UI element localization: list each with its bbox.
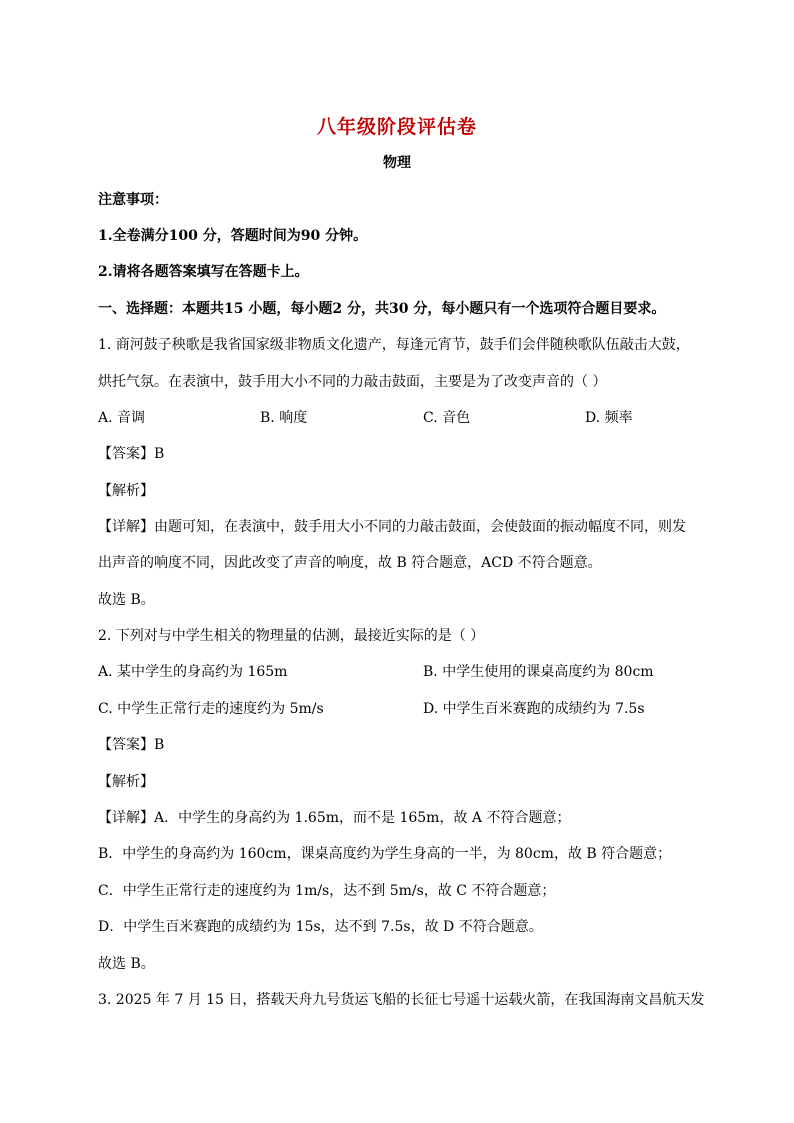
q2-conclusion: 故选 B。: [98, 956, 155, 972]
notice-item-2: 2.请将各题答案填写在答题卡上。: [98, 264, 309, 280]
section-heading: 一、选择题：本题共15 小题，每小题2 分，共30 分，每小题只有一个选项符合题目要求。: [98, 301, 666, 317]
q2-detail-a: 【详解】A．中学生的身高约为 1.65m，而不是 165m，故 A 不符合题意；: [98, 810, 571, 826]
q1-option-d: D. 频率: [585, 410, 633, 426]
q1-conclusion: 故选 B。: [98, 592, 155, 608]
q2-detail-d: D．中学生百米赛跑的成绩约为 15s，达不到 7.5s，故 D 不符合题意。: [98, 919, 543, 935]
q1-option-a: A. 音调: [98, 410, 146, 426]
q2-option-c: C. 中学生正常行走的速度约为 5m/s: [98, 701, 324, 717]
q2-option-b: B. 中学生使用的课桌高度约为 80cm: [423, 664, 654, 680]
q1-detail-line-2: 出声音的响度不同，因此改变了声音的响度，故 B 符合题意，ACD 不符合题意。: [98, 555, 602, 571]
q1-option-c: C. 音色: [423, 410, 471, 426]
q2-option-a: A. 某中学生的身高约为 165m: [98, 664, 288, 680]
q1-analysis-label: 【解析】: [98, 483, 154, 499]
q2-detail-c: C．中学生正常行走的速度约为 1m/s，达不到 5m/s，故 C 不符合题意；: [98, 883, 556, 899]
q2-answer: 【答案】B: [98, 737, 165, 753]
q1-stem-line-1: 1. 商河鼓子秧歌是我省国家级非物质文化遗产，每逢元宵节，鼓手们会伴随秧歌队伍敲击大鼓，: [98, 337, 690, 353]
notice-heading: 注意事项：: [98, 192, 168, 208]
q3-stem-line-1: 3. 2025 年 7 月 15 日，搭载天舟九号货运飞船的长征七号遥十运载火箭，在我国海南文昌航天发: [98, 992, 705, 1008]
q2-analysis-label: 【解析】: [98, 774, 154, 790]
q2-detail-b: B．中学生的身高约为 160cm，课桌高度约为学生身高的一半，为 80cm，故 B 符合题意；: [98, 846, 672, 862]
q1-option-b: B. 响度: [260, 410, 308, 426]
q2-stem: 2. 下列对与中学生相关的物理量的估测，最接近实际的是（ ）: [98, 628, 485, 644]
exam-subject: 物理: [383, 155, 411, 171]
notice-item-1: 1.全卷满分100 分，答题时间为90 分钟。: [98, 228, 368, 244]
q1-answer: 【答案】B: [98, 446, 165, 462]
exam-title: 八年级阶段评估卷: [316, 116, 477, 138]
q1-detail-line-1: 【详解】由题可知，在表演中，鼓手用大小不同的力敲击鼓面，会使鼓面的振动幅度不同，则发: [98, 519, 686, 535]
q2-option-d: D. 中学生百米赛跑的成绩约为 7.5s: [423, 701, 645, 717]
q1-stem-line-2: 烘托气氛。在表演中，鼓手用大小不同的力敲击鼓面，主要是为了改变声音的（ ）: [98, 374, 607, 390]
